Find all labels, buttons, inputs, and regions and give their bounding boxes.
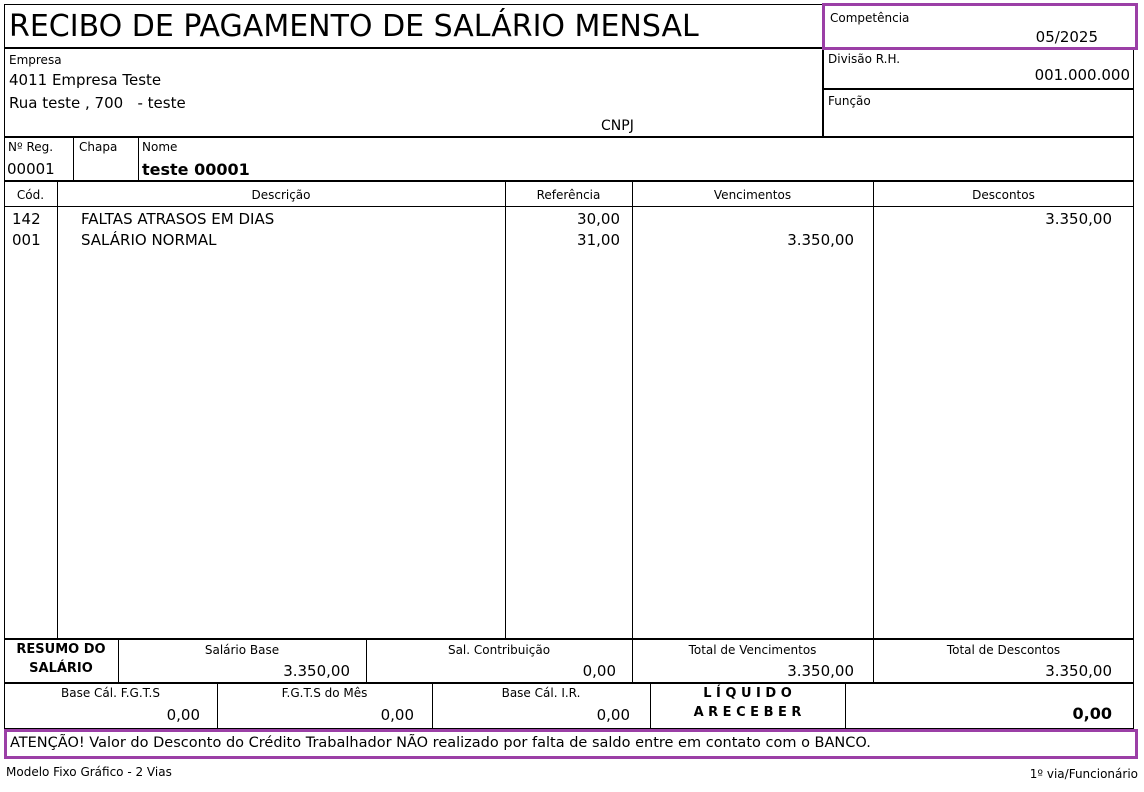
empresa-name: 4011 Empresa Teste bbox=[9, 71, 162, 89]
total-descontos-value: 3.350,00 bbox=[1045, 662, 1112, 680]
base-fgts-label: Base Cál. F.G.T.S bbox=[61, 686, 160, 700]
row1-referencia: 30,00 bbox=[577, 210, 620, 228]
divisao-value: 001.000.000 bbox=[1034, 66, 1130, 84]
header-vencimentos: Vencimentos bbox=[713, 188, 792, 202]
header-descricao: Descrição bbox=[251, 188, 311, 202]
empresa-box bbox=[4, 48, 823, 137]
salario-base-label: Salário Base bbox=[204, 643, 280, 657]
col-divider-referencia bbox=[632, 181, 633, 639]
table-header-divider bbox=[4, 206, 1134, 207]
liquido-label-1: L Í Q U I D O bbox=[703, 686, 792, 701]
row1-cod: 142 bbox=[12, 210, 41, 228]
competencia-value: 05/2025 bbox=[1035, 28, 1098, 46]
resumo-label-2: SALÁRIO bbox=[29, 661, 93, 676]
total-vencimentos-label: Total de Vencimentos bbox=[688, 643, 817, 657]
warning-text: ATENÇÃO! Valor do Desconto do Crédito Trabalhador NÃO realizado por falta de saldo entre em contato com o BANCO. bbox=[10, 735, 871, 751]
row1-descricao: FALTAS ATRASOS EM DIAS bbox=[81, 210, 275, 228]
col-divider-vencimentos bbox=[873, 181, 874, 639]
row2-cod: 001 bbox=[12, 231, 41, 249]
divider-reg-chapa bbox=[73, 137, 74, 181]
reg-label: Nº Reg. bbox=[8, 140, 54, 154]
reg-value: 00001 bbox=[7, 160, 55, 178]
header-descontos: Descontos bbox=[972, 188, 1035, 202]
base-ir-label: Base Cál. I.R. bbox=[501, 686, 581, 700]
divider-bases-4 bbox=[845, 683, 846, 729]
total-vencimentos-value: 3.350,00 bbox=[787, 662, 854, 680]
nome-value: teste 00001 bbox=[142, 160, 250, 179]
col-divider-cod bbox=[57, 181, 58, 639]
total-descontos-label: Total de Descontos bbox=[946, 643, 1061, 657]
footer-via: 1º via/Funcionário bbox=[1029, 767, 1138, 781]
resumo-label-1: RESUMO DO bbox=[16, 642, 106, 657]
fgts-mes-label: F.G.T.S do Mês bbox=[281, 686, 368, 700]
cnpj-label: CNPJ bbox=[601, 118, 634, 134]
header-cod: Cód. bbox=[16, 188, 45, 202]
row2-descricao: SALÁRIO NORMAL bbox=[81, 231, 217, 249]
chapa-label: Chapa bbox=[79, 140, 118, 154]
nome-label: Nome bbox=[142, 140, 178, 154]
liquido-value: 0,00 bbox=[1072, 704, 1112, 723]
empresa-label: Empresa bbox=[9, 53, 62, 67]
competencia-highlight bbox=[822, 3, 1138, 50]
items-table bbox=[4, 181, 1134, 639]
base-fgts-value: 0,00 bbox=[166, 706, 200, 724]
row1-descontos: 3.350,00 bbox=[1045, 210, 1112, 228]
competencia-label: Competência bbox=[830, 11, 910, 25]
empresa-address: Rua teste , 700 - teste bbox=[9, 94, 186, 112]
col-divider-descricao bbox=[505, 181, 506, 639]
base-ir-value: 0,00 bbox=[596, 706, 630, 724]
row2-vencimentos: 3.350,00 bbox=[787, 231, 854, 249]
divisao-label: Divisão R.H. bbox=[828, 52, 901, 66]
sal-contribuicao-label: Sal. Contribuição bbox=[447, 643, 551, 657]
divider-chapa-nome bbox=[138, 137, 139, 181]
footer-model: Modelo Fixo Gráfico - 2 Vias bbox=[6, 765, 172, 779]
fgts-mes-value: 0,00 bbox=[380, 706, 414, 724]
funcao-label: Função bbox=[828, 94, 871, 108]
page-title: RECIBO DE PAGAMENTO DE SALÁRIO MENSAL bbox=[9, 9, 699, 44]
header-referencia: Referência bbox=[536, 188, 601, 202]
liquido-label-2: A R E C E B E R bbox=[693, 705, 802, 720]
row2-referencia: 31,00 bbox=[577, 231, 620, 249]
salario-base-value: 3.350,00 bbox=[283, 662, 350, 680]
sal-contribuicao-value: 0,00 bbox=[582, 662, 616, 680]
